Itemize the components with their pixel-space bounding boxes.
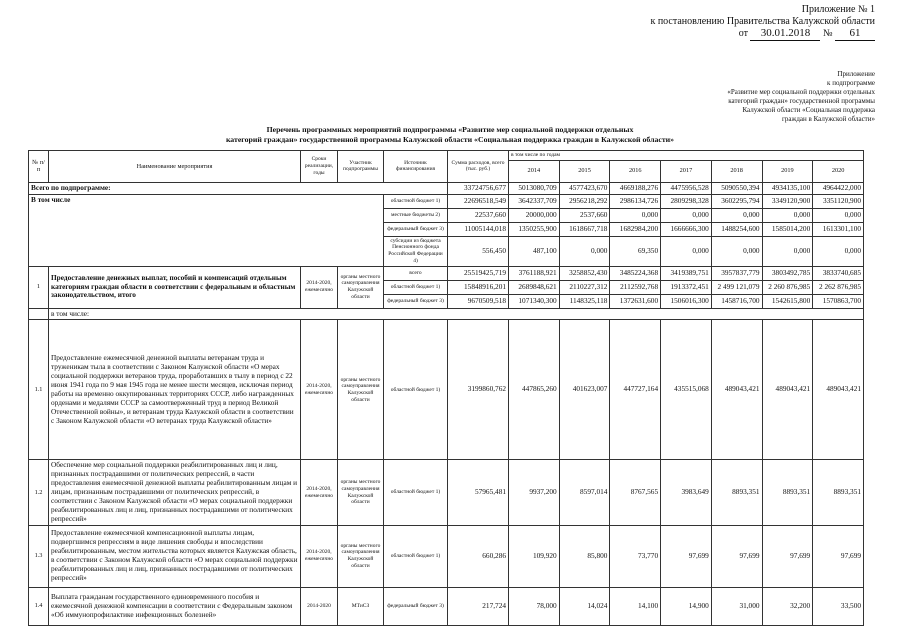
year-header: 2016: [610, 160, 661, 182]
year-value-cell: 1488254,600: [711, 222, 762, 236]
year-value-cell: 3258852,430: [559, 266, 610, 280]
year-value-cell: 2809298,328: [661, 194, 712, 208]
note-line: категорий граждан» государственной программы: [728, 97, 875, 106]
year-value-cell: 4475956,528: [661, 182, 712, 194]
item-term: 2014-2020, ежемесячно: [301, 460, 338, 525]
by-years-header: в том числе по годам: [509, 151, 864, 161]
total-row: [29, 182, 864, 194]
year-value-cell: 0,000: [813, 208, 864, 222]
year-value-cell: 4577423,670: [559, 182, 610, 194]
year-value-cell: 97,699: [661, 525, 712, 587]
year-value-cell: 1071340,300: [509, 294, 560, 308]
sum-cell: 9670509,518: [448, 294, 509, 308]
sum-cell: 217,724: [448, 587, 509, 625]
year-value-cell: 33,500: [813, 587, 864, 625]
year-value-cell: 8893,351: [762, 460, 813, 525]
year-value-cell: 3349120,900: [762, 194, 813, 208]
sum-cell: 556,450: [448, 236, 509, 266]
year-value-cell: 85,800: [559, 525, 610, 587]
year-value-cell: 4964422,000: [813, 182, 864, 194]
year-value-cell: 0,000: [813, 236, 864, 266]
source-cell: областной бюджет 1): [384, 280, 448, 294]
year-value-cell: 3642337,709: [509, 194, 560, 208]
source-cell: федеральный бюджет 3): [384, 587, 448, 625]
year-value-cell: 5090550,394: [711, 182, 762, 194]
year-value-cell: 489043,421: [813, 320, 864, 460]
resolution-date: 30.01.2018: [750, 27, 820, 41]
document-header: [650, 4, 875, 41]
year-value-cell: 3351120,900: [813, 194, 864, 208]
year-value-cell: 401623,007: [559, 320, 610, 460]
item-number: 1.4: [29, 587, 49, 625]
empty-cell: [29, 308, 49, 320]
item-term: 2014-2020: [301, 587, 338, 625]
year-value-cell: 2 260 876,985: [762, 280, 813, 294]
col-no-header: № п/п: [29, 151, 49, 183]
year-value-cell: 2956218,292: [559, 194, 610, 208]
year-value-cell: 4934135,100: [762, 182, 813, 194]
year-value-cell: 14,900: [661, 587, 712, 625]
year-value-cell: 14,100: [610, 587, 661, 625]
item-number: 1.2: [29, 460, 49, 525]
note-line: граждан в Калужской области»: [782, 115, 875, 124]
year-value-cell: 3957837,779: [711, 266, 762, 280]
year-value-cell: 1570863,700: [813, 294, 864, 308]
budget-breakdown-row: [29, 194, 864, 208]
measure-row: [29, 460, 864, 525]
subprogram-appendix-note: [727, 70, 875, 125]
year-value-cell: 5013080,709: [509, 182, 560, 194]
incl-sub-label: в том числе:: [49, 308, 864, 320]
measure-row: [29, 587, 864, 625]
source-cell: местные бюджеты 2): [384, 208, 448, 222]
year-value-cell: 3419389,751: [661, 266, 712, 280]
year-value-cell: 489043,421: [762, 320, 813, 460]
note-line: Калужской области «Социальная поддержка: [742, 106, 875, 115]
year-value-cell: 2110227,312: [559, 280, 610, 294]
item-number: 1: [29, 266, 49, 308]
note-line: «Развитие мер социальной поддержки отдельных: [727, 88, 875, 97]
resolution-number: 61: [835, 27, 875, 41]
item-term: 2014-2020, ежемесячно: [301, 320, 338, 460]
col-name-header: Наименование мероприятия: [49, 151, 301, 183]
year-header: 2019: [762, 160, 813, 182]
year-value-cell: 97,699: [711, 525, 762, 587]
year-value-cell: 1913372,451: [661, 280, 712, 294]
total-label: Всего по подпрограмме:: [29, 182, 448, 194]
year-value-cell: 8893,351: [711, 460, 762, 525]
year-value-cell: 1506016,300: [661, 294, 712, 308]
source-cell: областной бюджет 1): [384, 525, 448, 587]
year-value-cell: 2689848,621: [509, 280, 560, 294]
year-header: 2017: [661, 160, 712, 182]
item-name: Предоставление ежемесячной компенсационной выплаты лицам, подвергшимся репрессиям в виде лишения свободы и впоследствии реабилитированным, местом жительства которых является Калужская область, в соответствии с Законом Калужской области «О мерах социальной поддержки реабилитированных лиц и лиц, признанных пострадавшими от политических репрессий»: [49, 525, 301, 587]
item-participant: органы местного самоуправления Калужской области: [338, 525, 384, 587]
item-term: 2014-2020, ежемесячно: [301, 525, 338, 587]
year-value-cell: 1666666,300: [661, 222, 712, 236]
year-value-cell: 0,000: [711, 236, 762, 266]
item-participant: МТиСЗ: [338, 587, 384, 625]
sum-cell: 11005144,018: [448, 222, 509, 236]
incl-sub-row: [29, 308, 864, 320]
year-value-cell: 8893,351: [813, 460, 864, 525]
year-value-cell: 3485224,368: [610, 266, 661, 280]
appendix-label: Приложение № 1: [801, 4, 875, 15]
year-header: 2020: [813, 160, 864, 182]
year-value-cell: 97,699: [813, 525, 864, 587]
year-value-cell: 487,100: [509, 236, 560, 266]
year-value-cell: 69,350: [610, 236, 661, 266]
year-header: 2014: [509, 160, 560, 182]
sum-cell: 660,286: [448, 525, 509, 587]
sum-cell: 25519425,719: [448, 266, 509, 280]
source-cell: федеральный бюджет 3): [384, 294, 448, 308]
year-value-cell: 447865,260: [509, 320, 560, 460]
year-value-cell: 0,000: [661, 208, 712, 222]
note-line: к подпрограмме: [827, 79, 875, 88]
header-row: [29, 151, 864, 161]
year-value-cell: 3761188,921: [509, 266, 560, 280]
measure-row: [29, 320, 864, 460]
source-cell: всего: [384, 266, 448, 280]
sum-cell: 22696518,549: [448, 194, 509, 208]
year-value-cell: 1682984,200: [610, 222, 661, 236]
item-name: Предоставление ежемесячной денежной выплаты ветеранам труда и труженикам тыла в соответствии с Законом Калужской области «О мерах социальной поддержки ветеранов труда, проработавших в тылу в период с 22 июня 1941 года по 9 мая 1945 года не менее шести месяцев, исключая период работы на временно оккупированных территориях СССР, либо награжденных орденами и медалями СССР за самоотверженный труд в период Великой Отечественной войны», и ветеранам труда Калужской области в соответствии с Законом Калужской области «О ветеранах труда Калужской области»: [49, 320, 301, 460]
item-participant: органы местного самоуправления Калужской области: [338, 320, 384, 460]
year-value-cell: 3602295,794: [711, 194, 762, 208]
item-term: 2014-2020, ежемесячно: [301, 266, 338, 308]
year-value-cell: 1372631,600: [610, 294, 661, 308]
year-value-cell: 1350255,900: [509, 222, 560, 236]
year-value-cell: 32,200: [762, 587, 813, 625]
year-value-cell: 1542615,800: [762, 294, 813, 308]
year-value-cell: 0,000: [610, 208, 661, 222]
year-value-cell: 4669188,276: [610, 182, 661, 194]
item-participant: органы местного самоуправления Калужской области: [338, 460, 384, 525]
title-line: Перечень программных мероприятий подпрограммы «Развитие мер социальной поддержки отдельных: [266, 125, 634, 134]
title-line: категорий граждан» государственной программы Калужской области «Социальная поддержка граждан в Калужской области»: [225, 135, 675, 145]
year-value-cell: 3803492,785: [762, 266, 813, 280]
year-value-cell: 1613301,100: [813, 222, 864, 236]
year-value-cell: 435515,068: [661, 320, 712, 460]
year-value-cell: 0,000: [559, 236, 610, 266]
incl-label: В том числе: [29, 194, 384, 266]
year-value-cell: 1148325,118: [559, 294, 610, 308]
source-cell: областной бюджет 1): [384, 194, 448, 208]
item1-row: [29, 266, 864, 280]
year-value-cell: 20000,000: [509, 208, 560, 222]
sum-cell: 57965,481: [448, 460, 509, 525]
year-value-cell: 447727,164: [610, 320, 661, 460]
sum-cell: 3199860,762: [448, 320, 509, 460]
table-body: [29, 151, 864, 626]
source-cell: областной бюджет 1): [384, 460, 448, 525]
year-value-cell: 2112592,768: [610, 280, 661, 294]
col-total-header: Сумма расходов, всего (тыс. руб.): [448, 151, 509, 183]
col-term-header: Сроки реализации, годы: [301, 151, 338, 183]
document-title: [170, 125, 730, 145]
year-value-cell: 8767,565: [610, 460, 661, 525]
col-participant-header: Участник подпрограммы: [338, 151, 384, 183]
year-value-cell: 3983,649: [661, 460, 712, 525]
year-value-cell: 0,000: [711, 208, 762, 222]
year-header: 2018: [711, 160, 762, 182]
year-value-cell: 3833740,685: [813, 266, 864, 280]
year-value-cell: 2 262 876,985: [813, 280, 864, 294]
year-value-cell: 97,699: [762, 525, 813, 587]
measure-row: [29, 525, 864, 587]
year-value-cell: 8597,014: [559, 460, 610, 525]
year-value-cell: 109,920: [509, 525, 560, 587]
year-value-cell: 0,000: [661, 236, 712, 266]
year-value-cell: 31,000: [711, 587, 762, 625]
item-name: Выплата гражданам государственного единовременного пособия и ежемесячной денежной компенсации в соответствии с Федеральным законом «Об иммунопрофилактике инфекционных болезней»: [49, 587, 301, 625]
resolution-label: к постановлению Правительства Калужской области: [650, 15, 875, 27]
year-value-cell: 2537,660: [559, 208, 610, 222]
item-number: 1.1: [29, 320, 49, 460]
year-value-cell: 0,000: [762, 208, 813, 222]
item-number: 1.3: [29, 525, 49, 587]
number-sign: №: [822, 28, 833, 39]
source-cell: субсидии из бюджета Пенсионного фонда Российской Федерации 4): [384, 236, 448, 266]
year-value-cell: 1458716,700: [711, 294, 762, 308]
year-value-cell: 1618667,718: [559, 222, 610, 236]
source-cell: федеральный бюджет 3): [384, 222, 448, 236]
year-value-cell: 2 499 121,079: [711, 280, 762, 294]
year-header: 2015: [559, 160, 610, 182]
year-value-cell: 2986134,726: [610, 194, 661, 208]
date-line: [650, 27, 875, 41]
item-participant: органы местного самоуправления Калужской области: [338, 266, 384, 308]
from-label: от: [738, 28, 748, 39]
year-value-cell: 489043,421: [711, 320, 762, 460]
measures-table: [28, 150, 864, 626]
item-name: Предоставление денежных выплат, пособий и компенсаций отдельным категориям граждан области в соответствии с федеральным и областным законодательством, итого: [49, 266, 301, 308]
source-cell: областной бюджет 1): [384, 320, 448, 460]
year-value-cell: 1585014,200: [762, 222, 813, 236]
year-value-cell: 14,024: [559, 587, 610, 625]
sum-cell: 15848916,201: [448, 280, 509, 294]
item-name: Обеспечение мер социальной поддержки реабилитированных лиц и лиц, признанных пострадавшими от политических репрессий, в части предоставления ежемесячной денежной выплаты реабилитированным лицам и лицам, признанным пострадавшими от политических репрессий, в соответствии с Законом Калужской области «О мерах социальной поддержки реабилитированных лиц и лиц, признанных пострадавшими от политических репрессий»: [49, 460, 301, 525]
sum-cell: 22537,660: [448, 208, 509, 222]
col-source-header: Источник финансирования: [384, 151, 448, 183]
year-value-cell: 9937,200: [509, 460, 560, 525]
year-value-cell: 73,770: [610, 525, 661, 587]
total-sum-cell: 33724756,677: [448, 182, 509, 194]
year-value-cell: 78,000: [509, 587, 560, 625]
year-value-cell: 0,000: [762, 236, 813, 266]
note-line: Приложение: [837, 70, 875, 78]
